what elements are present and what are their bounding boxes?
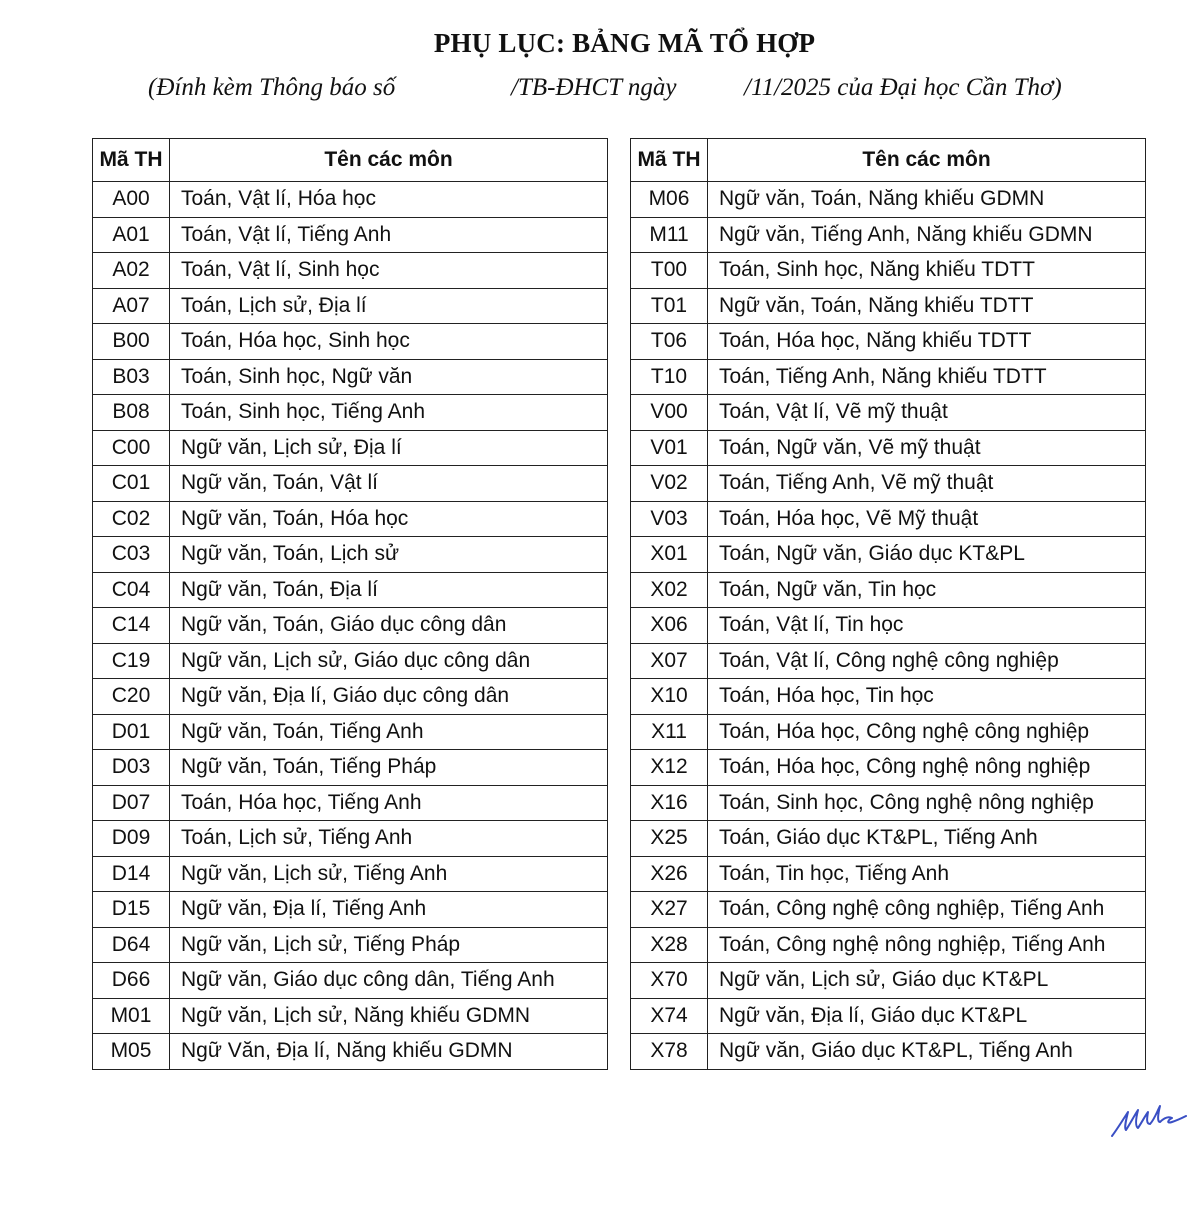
table-row (93, 537, 608, 573)
combination-subjects: Ngữ văn, Toán, Địa lí (170, 572, 608, 608)
combination-subjects: Toán, Hóa học, Sinh học (170, 324, 608, 360)
combination-code: B08 (93, 395, 170, 431)
combination-subjects: Toán, Sinh học, Công nghệ nông nghiệp (708, 785, 1146, 821)
combination-code: C02 (93, 501, 170, 537)
combination-subjects: Toán, Vật lí, Công nghệ công nghiệp (708, 643, 1146, 679)
combination-code: B00 (93, 324, 170, 360)
table-row (93, 963, 608, 999)
combination-subjects: Toán, Công nghệ nông nghiệp, Tiếng Anh (708, 927, 1146, 963)
combination-code: D66 (93, 963, 170, 999)
table-row (631, 359, 1146, 395)
combination-subjects: Ngữ văn, Toán, Hóa học (170, 501, 608, 537)
table-row (631, 643, 1146, 679)
combination-subjects: Toán, Giáo dục KT&PL, Tiếng Anh (708, 821, 1146, 857)
table-row (93, 679, 608, 715)
table-row (631, 217, 1146, 253)
table-row (631, 1034, 1146, 1070)
table-row (631, 821, 1146, 857)
table-row (93, 253, 608, 289)
combination-code: D03 (93, 750, 170, 786)
combination-code: X28 (631, 927, 708, 963)
table-row (631, 608, 1146, 644)
combination-code: T06 (631, 324, 708, 360)
combination-subjects: Toán, Vật lí, Tin học (708, 608, 1146, 644)
combination-code: M05 (93, 1034, 170, 1070)
combination-subjects: Toán, Công nghệ công nghiệp, Tiếng Anh (708, 892, 1146, 928)
combination-subjects: Toán, Ngữ văn, Giáo dục KT&PL (708, 537, 1146, 573)
table-row (93, 501, 608, 537)
combination-subjects: Ngữ văn, Tiếng Anh, Năng khiếu GDMN (708, 217, 1146, 253)
combination-code: X10 (631, 679, 708, 715)
table-row (631, 856, 1146, 892)
table-row (93, 217, 608, 253)
table-row (631, 963, 1146, 999)
document-title: PHỤ LỤC: BẢNG MÃ TỔ HỢP (433, 28, 816, 58)
combination-code: C14 (93, 608, 170, 644)
table-row (631, 288, 1146, 324)
table-header-row (631, 139, 1146, 182)
table-row (93, 927, 608, 963)
combination-code: M11 (631, 217, 708, 253)
combination-code: C19 (93, 643, 170, 679)
combination-code: T01 (631, 288, 708, 324)
combination-subjects: Toán, Sinh học, Tiếng Anh (170, 395, 608, 431)
table-row (93, 1034, 608, 1070)
table-header-row (93, 139, 608, 182)
combination-subjects: Toán, Vật lí, Tiếng Anh (170, 217, 608, 253)
combination-subjects: Toán, Vật lí, Hóa học (170, 182, 608, 218)
combination-subjects: Toán, Tin học, Tiếng Anh (708, 856, 1146, 892)
combination-code: T10 (631, 359, 708, 395)
combination-code: A01 (93, 217, 170, 253)
combination-subjects: Ngữ văn, Toán, Lịch sử (170, 537, 608, 573)
combination-code: D07 (93, 785, 170, 821)
combination-code: M01 (93, 998, 170, 1034)
combination-code: X16 (631, 785, 708, 821)
combination-subjects: Toán, Tiếng Anh, Năng khiếu TDTT (708, 359, 1146, 395)
left-table-body (93, 182, 608, 1070)
combination-subjects: Toán, Hóa học, Vẽ Mỹ thuật (708, 501, 1146, 537)
table-row (93, 430, 608, 466)
table-row (93, 892, 608, 928)
table-row (631, 182, 1146, 218)
table-row (631, 750, 1146, 786)
combination-code: X11 (631, 714, 708, 750)
combination-subjects: Toán, Vật lí, Vẽ mỹ thuật (708, 395, 1146, 431)
combination-subjects: Ngữ văn, Lịch sử, Giáo dục công dân (170, 643, 608, 679)
table-row (93, 643, 608, 679)
combination-subjects: Ngữ văn, Toán, Năng khiếu GDMN (708, 182, 1146, 218)
table-row (93, 572, 608, 608)
table-row (631, 466, 1146, 502)
combination-subjects: Ngữ văn, Lịch sử, Giáo dục KT&PL (708, 963, 1146, 999)
combination-code: X07 (631, 643, 708, 679)
table-row (93, 714, 608, 750)
combination-code: V02 (631, 466, 708, 502)
table-row (93, 182, 608, 218)
combination-code: C01 (93, 466, 170, 502)
combination-code: A02 (93, 253, 170, 289)
combination-code: X78 (631, 1034, 708, 1070)
handwritten-signature (1108, 1100, 1188, 1145)
combination-code: X74 (631, 998, 708, 1034)
table-row (631, 501, 1146, 537)
header-subjects: Tên các môn (170, 139, 608, 182)
table-row (93, 466, 608, 502)
combination-code: X06 (631, 608, 708, 644)
combination-code: X02 (631, 572, 708, 608)
table-row (93, 821, 608, 857)
combination-subjects: Ngữ văn, Địa lí, Tiếng Anh (170, 892, 608, 928)
combination-code: X12 (631, 750, 708, 786)
combination-subjects: Toán, Ngữ văn, Vẽ mỹ thuật (708, 430, 1146, 466)
combination-code: X26 (631, 856, 708, 892)
combination-subjects: Toán, Hóa học, Công nghệ công nghiệp (708, 714, 1146, 750)
combination-code: A07 (93, 288, 170, 324)
combination-code: X27 (631, 892, 708, 928)
combination-code: D14 (93, 856, 170, 892)
combination-subjects: Ngữ văn, Lịch sử, Năng khiếu GDMN (170, 998, 608, 1034)
table-row (93, 785, 608, 821)
combination-code: D15 (93, 892, 170, 928)
combination-code: V01 (631, 430, 708, 466)
table-row (93, 359, 608, 395)
combination-code: X25 (631, 821, 708, 857)
combination-subjects: Ngữ văn, Lịch sử, Tiếng Anh (170, 856, 608, 892)
combination-subjects: Ngữ văn, Toán, Vật lí (170, 466, 608, 502)
table-row (631, 927, 1146, 963)
subtitle-notice-code: /TB-ĐHCT ngày (511, 74, 677, 101)
combination-subjects: Ngữ văn, Toán, Năng khiếu TDTT (708, 288, 1146, 324)
table-row (93, 998, 608, 1034)
combination-subjects: Toán, Lịch sử, Tiếng Anh (170, 821, 608, 857)
combination-code: D09 (93, 821, 170, 857)
subtitle-notice-ref: (Đính kèm Thông báo số (148, 74, 396, 101)
combination-table-right (630, 138, 1146, 1070)
combination-subjects: Toán, Tiếng Anh, Vẽ mỹ thuật (708, 466, 1146, 502)
table-row (631, 892, 1146, 928)
combination-subjects: Ngữ Văn, Địa lí, Năng khiếu GDMN (170, 1034, 608, 1070)
table-row (631, 679, 1146, 715)
table-row (631, 785, 1146, 821)
combination-subjects: Toán, Hóa học, Tin học (708, 679, 1146, 715)
combination-subjects: Ngữ văn, Lịch sử, Địa lí (170, 430, 608, 466)
combination-subjects: Ngữ văn, Toán, Giáo dục công dân (170, 608, 608, 644)
combination-subjects: Toán, Hóa học, Công nghệ nông nghiệp (708, 750, 1146, 786)
combination-subjects: Ngữ văn, Toán, Tiếng Anh (170, 714, 608, 750)
combination-subjects: Ngữ văn, Giáo dục KT&PL, Tiếng Anh (708, 1034, 1146, 1070)
combination-code: D01 (93, 714, 170, 750)
table-row (93, 608, 608, 644)
combination-code: D64 (93, 927, 170, 963)
combination-subjects: Toán, Vật lí, Sinh học (170, 253, 608, 289)
combination-code: C00 (93, 430, 170, 466)
table-row (93, 288, 608, 324)
combination-code: V03 (631, 501, 708, 537)
combination-code: C03 (93, 537, 170, 573)
table-row (631, 430, 1146, 466)
combination-subjects: Ngữ văn, Địa lí, Giáo dục KT&PL (708, 998, 1146, 1034)
table-row (93, 856, 608, 892)
combination-code: T00 (631, 253, 708, 289)
table-row (631, 253, 1146, 289)
table-row (93, 395, 608, 431)
right-table-body (631, 182, 1146, 1070)
combination-table-left (92, 138, 608, 1070)
combination-code: B03 (93, 359, 170, 395)
combination-subjects: Toán, Hóa học, Tiếng Anh (170, 785, 608, 821)
table-row (631, 998, 1146, 1034)
table-row (93, 324, 608, 360)
table-row (631, 537, 1146, 573)
combination-subjects: Toán, Sinh học, Ngữ văn (170, 359, 608, 395)
table-row (631, 714, 1146, 750)
combination-code: V00 (631, 395, 708, 431)
header-subjects: Tên các môn (708, 139, 1146, 182)
combination-code: C04 (93, 572, 170, 608)
combination-code: X70 (631, 963, 708, 999)
header-code: Mã TH (93, 139, 170, 182)
combination-code: C20 (93, 679, 170, 715)
combination-subjects: Toán, Sinh học, Năng khiếu TDTT (708, 253, 1146, 289)
combination-subjects: Ngữ văn, Giáo dục công dân, Tiếng Anh (170, 963, 608, 999)
combination-subjects: Ngữ văn, Lịch sử, Tiếng Pháp (170, 927, 608, 963)
table-row (631, 395, 1146, 431)
combination-subjects: Ngữ văn, Địa lí, Giáo dục công dân (170, 679, 608, 715)
header-code: Mã TH (631, 139, 708, 182)
table-row (631, 572, 1146, 608)
combination-code: M06 (631, 182, 708, 218)
combination-subjects: Toán, Lịch sử, Địa lí (170, 288, 608, 324)
combination-subjects: Ngữ văn, Toán, Tiếng Pháp (170, 750, 608, 786)
combination-subjects: Toán, Ngữ văn, Tin học (708, 572, 1146, 608)
subtitle-date-issuer: /11/2025 của Đại học Cần Thơ) (744, 74, 1062, 101)
combination-subjects: Toán, Hóa học, Năng khiếu TDTT (708, 324, 1146, 360)
combination-code: A00 (93, 182, 170, 218)
combination-code: X01 (631, 537, 708, 573)
table-row (631, 324, 1146, 360)
table-row (93, 750, 608, 786)
